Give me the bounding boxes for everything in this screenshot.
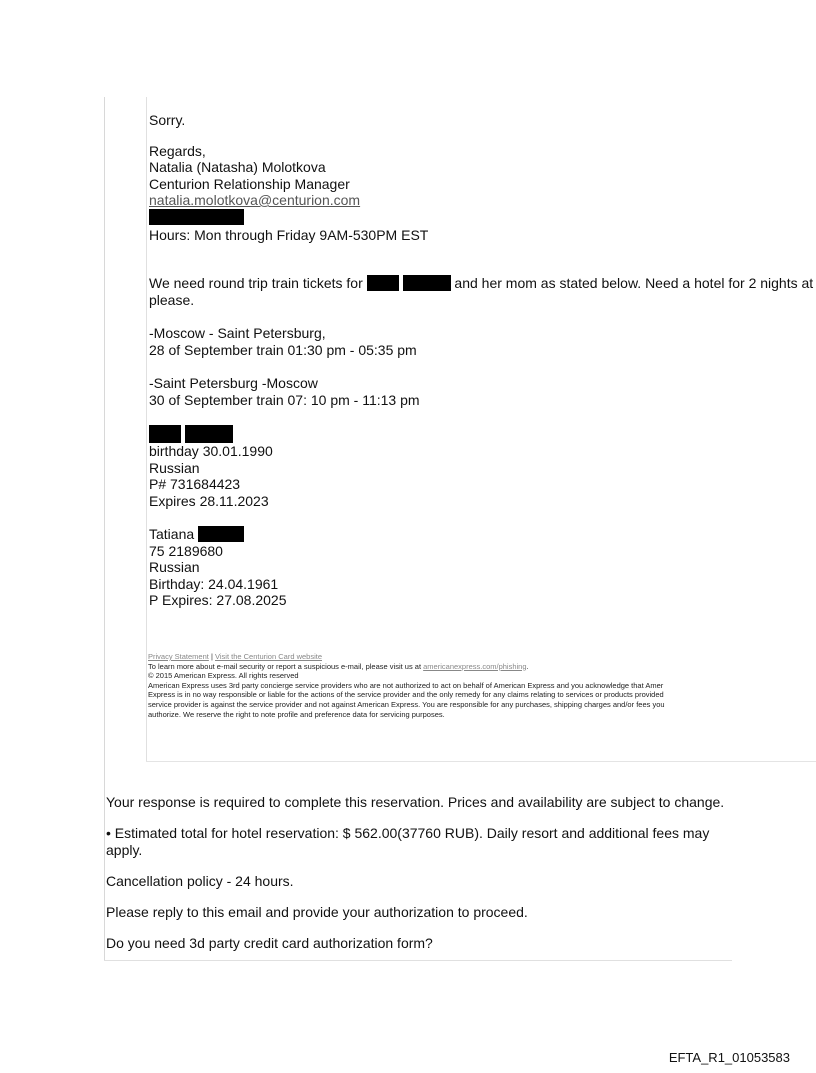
traveler2-id-number: 75 2189680 xyxy=(149,542,223,559)
sender-email-link[interactable]: natalia.molotkova@centurion.com xyxy=(149,192,361,208)
document-id: EFTA_R1_01053583 xyxy=(668,1050,790,1065)
link-separator: | xyxy=(210,652,213,661)
disclaimer-line: American Express uses 3rd party concierge service providers who are not authorized to act on behalf of American Express and you acknowledge that Amer xyxy=(148,680,664,690)
phishing-link[interactable]: americanexpress.com/phishing xyxy=(423,661,527,671)
traveler1-nationality: Russian xyxy=(149,459,200,476)
redaction-block xyxy=(403,275,451,291)
sender-name: Natalia (Natasha) Molotkova xyxy=(149,159,326,175)
redaction-block xyxy=(367,275,399,291)
traveler2-name xyxy=(149,526,816,543)
closing-line: Regards, xyxy=(149,142,206,159)
request-end: please. xyxy=(149,291,195,308)
traveler1-expires: Expires 28.11.2023 xyxy=(149,492,269,509)
response-required: Your response is required to complete this reservation. Prices and availability are subject to change. xyxy=(106,794,725,810)
quoted-message xyxy=(149,112,816,609)
office-hours: Hours: Mon through Friday 9AM-530PM EST xyxy=(149,226,429,243)
centurion-website-link[interactable]: Visit the Centurion Card website xyxy=(215,652,322,661)
cancellation-policy: Cancellation policy - 24 hours. xyxy=(106,873,294,889)
request-text-after: and her mom as stated below. Need a hotel for 2 nights at xyxy=(454,275,814,291)
disclaimer-line: Express is in no way responsible or liable for the actions of the service provider and the only remedy for any claims relating to services or products provided xyxy=(148,690,664,700)
redaction-block xyxy=(185,425,233,443)
traveler1-name xyxy=(149,425,816,443)
authorization-request: Please reply to this email and provide your authorization to proceed. xyxy=(106,904,528,920)
disclaimer-line: authorize. We reserve the right to note profile and preference data for servicing purposes. xyxy=(148,709,445,719)
redaction-block xyxy=(149,425,181,443)
request-line xyxy=(149,275,816,292)
trip-back-time: 30 of September train 07: 10 pm - 11:13 pm xyxy=(149,391,420,408)
trip-out-route: -Moscow - Saint Petersburg, xyxy=(149,325,326,341)
quote-divider-inner xyxy=(146,761,816,762)
reply-message xyxy=(106,794,746,966)
redaction-block xyxy=(149,209,244,225)
trip-back-route: -Saint Petersburg -Moscow xyxy=(149,375,318,391)
legal-footer xyxy=(148,652,816,719)
redaction-block xyxy=(198,526,244,542)
authorization-form-question: Do you need 3d party credit card authorization form? xyxy=(106,935,433,951)
request-text-before: We need round trip train tickets for xyxy=(149,275,363,291)
quote-border-inner xyxy=(146,97,147,761)
traveler1-birthday: birthday 30.01.1990 xyxy=(149,443,273,459)
sender-title: Centurion Relationship Manager xyxy=(149,175,350,192)
privacy-statement-link[interactable]: Privacy Statement xyxy=(148,652,209,661)
traveler2-expires: P Expires: 27.08.2025 xyxy=(149,592,287,608)
copyright: © 2015 American Express. All rights reserved xyxy=(148,671,299,681)
traveler2-first-name: Tatiana xyxy=(149,526,195,542)
disclaimer-line: service provider is against the service provider and not against American Express. You are responsible for any purchases, shipping charges and/or fees you xyxy=(148,699,665,709)
traveler1-passport: P# 731684423 xyxy=(149,476,241,492)
security-notice-period: . xyxy=(526,661,529,671)
apology-line: Sorry. xyxy=(149,112,186,128)
trip-out-time: 28 of September train 01:30 pm - 05:35 pm xyxy=(149,341,417,358)
traveler2-birthday: Birthday: 24.04.1961 xyxy=(149,575,279,592)
hotel-estimate: • Estimated total for hotel reservation: $ 562.00(37760 RUB). Daily resort and additional fees may apply. xyxy=(106,825,710,858)
quote-border-outer xyxy=(104,97,105,961)
traveler2-nationality: Russian xyxy=(149,559,200,575)
security-notice: To learn more about e-mail security or report a suspicious e-mail, please visit us at xyxy=(148,661,422,671)
